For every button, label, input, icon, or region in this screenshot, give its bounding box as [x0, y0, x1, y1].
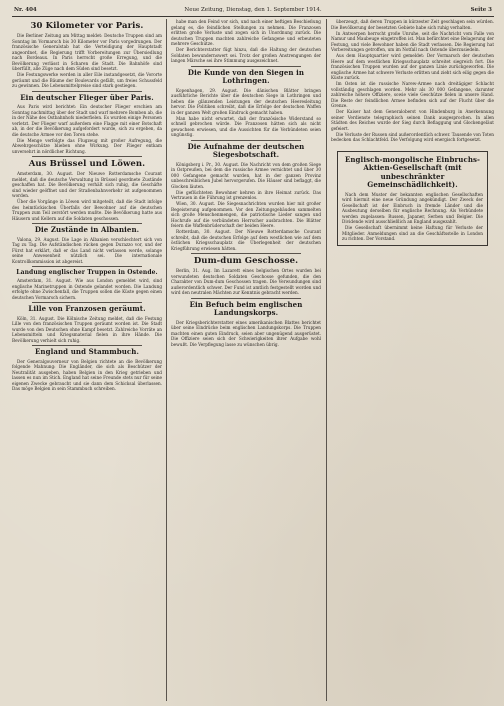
article-paragraph: Kopenhagen, 29. August. Die dänischen Blätter bringen ausführliche Berichte über die deutschen Siege in Lothringen und heben die glänzenden Leistungen der deutschen Heeresleitung hervor. Die Politiken schreibt, daß die Erfolge der deutschen Waffen in der ganzen Welt großen Eindruck gemacht haben. [171, 87, 321, 115]
column-3 [331, 19, 494, 701]
article-flieger [12, 104, 162, 154]
article-paragraph: habe man den Feind vor sich, und nach einer heftigen Beschießung gelang es, die feindlichen Stellungen zu nehmen. Die Franzosen erlitten große Verluste und zogen sich in Unordnung zurück. Die deutschen Truppen machten zahlreiche Gefangene und erbeuteten mehrere Geschütze. [171, 19, 321, 46]
article-kunde-siege [171, 88, 321, 138]
article-paragraph: Der Kriegsberichterstatter eines amerikanischen Blattes berichtet über seine Eindrücke beim englischen Landungskorps. Die Truppen machten einen guten Eindruck, seien aber ungenügend ausgerüstet. Die Offiziere seien sich der Schwierigkeiten ihrer Aufgabe wohl bewußt. Die Verpflegung lasse zu wünschen übrig. [171, 319, 321, 347]
article-paris [12, 33, 162, 89]
headline-lille: Lille von Franzosen geräumt. [28, 304, 146, 313]
article-paragraph: Der Kaiser hat dem Generaloberst von Hindenburg in Anerkennung seiner Verdienste telegraphisch seinen Dank ausgesprochen. In allen Städten des Reiches wurde der Sieg durch Beflaggung und Glockengeläut gefeiert. [331, 109, 494, 131]
headline-flieger: Ein deutscher Flieger über Paris. [20, 92, 154, 102]
article-paragraph: In Antwerpen herrscht große Unruhe, seit die Nachricht vom Falle von Namur und Maubeuge eingetroffen ist. Man befürchtet eine Belagerung der Festung, und viele Bewohner haben die Stadt verlassen. Die Regierung hat Vorbereitungen getroffen, um im Notfall nach Ostende überzusiedeln. [331, 30, 494, 52]
article-paragraph: Man habe nicht erwartet, daß der französische Widerstand so schnell gebrochen würde. Die Franzosen hätten sich als nicht gewachsen erwiesen, und die Aussichten für die Verbündeten seien ungünstig. [171, 115, 321, 137]
article-paragraph: Die Berliner Zeitung am Mittag meldet: Deutsche Truppen sind am Sonntag im Vormarsch bis 30 Kilometer vor Paris vorgedrungen. Der französische Generalstab hat die Verteidigung der Hauptstadt angeordnet, die Regierung trifft Vorbereitungen zur Übersiedlung nach Bordeaux. In Paris herrscht große Erregung, und die Bevölkerung verlässt in Scharen die Stadt. Die Bahnhöfe sind überfüllt, alle Züge nach dem Süden sind besetzt. [12, 33, 162, 71]
column-2 [171, 19, 321, 701]
headline-albanien: Die Zustände in Albanien. [34, 225, 140, 234]
article-paragraph: Amsterdam, 31. August. Wie aus London gemeldet wird, sind englische Marinetruppen in Ostende gelandet worden. Die Landung erfolgte ohne Zwischenfall, die Truppen sollen die Küste gegen einen deutschen Vormarsch sichern. [12, 278, 162, 300]
article-paragraph: Der Generalgouverneur von Belgien richtete an die Bevölkerung folgende Mahnung: Die Engländer, die sich als Beschützer der Neutralität ausgeben, haben Belgien in den Krieg getrieben und lassen es nun im Stich. England hat seine Freunde stets nur für seine eigenen Zwecke gebraucht und sie dann dem Schicksal überlassen. Das möge Belgien in sein Stammbuch schreiben. [12, 358, 162, 391]
article-dumdum [171, 268, 321, 296]
article-paragraph: Köln, 31. August. Die Kölnische Zeitung meldet, daß die Festung Lille von den französischen Truppen geräumt worden ist. Die Stadt wurde von den Deutschen ohne Kampf besetzt. Zahlreiche Vorräte an Lebensmitteln und Kriegsmaterial fielen in ihre Hände. Die Bevölkerung verhielt sich ruhig. [12, 315, 162, 343]
headline-paris: 30 Kilometer vor Paris. [30, 21, 144, 31]
article-separator [32, 223, 142, 224]
issue-number: Nr. 404 [14, 7, 37, 13]
article-paragraph: Die Menge verfolgte das Flugzeug mit großer Aufregung, die Abwehrgeschütze blieben ohne Wirkung. Der Flieger entkam unversehrt in nördlicher Richtung. [12, 137, 162, 154]
headline-ostende: Landung englischer Truppen in Ostende. [16, 269, 158, 276]
article-paragraph: Rotterdam, 30. August. Der Nieuwe Rotterdamsche Courant schreibt, daß die deutschen Erfolge auf dem westlichen wie auf dem östlichen Kriegsschauplatz die Überlegenheit der deutschen Kriegführung erwiesen hätten. [171, 229, 321, 251]
article-paragraph: Valona, 29. August. Die Lage in Albanien verschlechtert sich von Tag zu Tag. Die Aufständischen rücken gegen Durazzo vor, und der Fürst hat erklärt, daß er das Land nicht verlassen werde, solange seine Anwesenheit nützlich sei. Die internationale Kontrollkommission ist abgereist. [12, 236, 162, 264]
headline-england: England und Stammbuch. [34, 347, 140, 356]
article-separator [191, 140, 301, 141]
article-paragraph: Der Berichterstatter fügt hinzu, daß die Haltung der deutschen Soldaten bewundernswert sei. Trotz der großen Anstrengungen der langen Märsche sei ihre Stimmung ausgezeichnet. [171, 47, 321, 63]
article-separator [32, 345, 142, 346]
paper-date-line: Neue Zeitung, Dienstag, den 1. September 1914. [184, 7, 322, 13]
article-albanien [12, 237, 162, 265]
page-number: Seite 3 [470, 7, 492, 13]
article-paragraph: Aus dem Hauptquartier wird gemeldet: Der Vormarsch der deutschen Heere auf dem westlichen Kriegsschauplatz schreitet siegreich fort. Die französischen Truppen wurden auf der ganzen Linie zurückgeworfen. Die englische Armee hat schwere Verluste erlitten und zieht sich eilig gegen die Küste zurück. [331, 53, 494, 80]
headline-siegesbotschaft: Die Aufnahme der deutschen Siegesbotschaft. [187, 141, 305, 159]
article-paragraph: Amsterdam, 30. August. Der Nieuwe Rotterdamsche Courant meldet, daß die deutsche Verwaltung in Brüssel geordnete Zustände geschaffen hat. Die Bevölkerung verhält sich ruhig, die Geschäfte sind wieder geöffnet und der Straßenbahnverkehr ist aufgenommen worden. [12, 171, 162, 198]
column-1 [12, 19, 162, 701]
article-paragraph: Die Verluste der Russen sind außerordentlich schwer. Tausende von Toten bedecken das Schlachtfeld. Die Verfolgung wird energisch fortgesetzt. [331, 131, 494, 142]
article-paragraph: Wien, 30. August. Die Siegesnachrichten wurden hier mit großer Begeisterung aufgenommen. Vor den Zeitungsgebäuden sammelten sich große Menschenmengen, die patriotische Lieder sangen und Hochrufe auf die verbündeten Herrscher ausbrachten. Die Blätter feiern die Waffenbrüderschaft der beiden Heere. [171, 201, 321, 228]
advert-paragraph: Nach dem Muster der bekannten englischen Gesellschaften wird hiermit eine neue Gründung angekündigt. Der Zweck der Gesellschaft ist der Einbruch in fremde Länder und die Ausbeutung derselben für englische Rechnung. Als Verbündete werden zugelassen: Russen, Japaner, Serben und Belgier. Die Dividende wird ausschließlich an England ausgezahlt. [342, 191, 483, 224]
article-paragraph: Die Festungswerke werden in aller Eile instandgesetzt, die Vororte geräumt und die Bäume der Boulevards gefällt, um freies Schussfeld zu gewinnen. Die Lebensmittelpreise sind stark gestiegen. [12, 72, 162, 88]
article-paragraph: überzeugt, daß deren Truppen in kürzester Zeit geschlagen sein würden. Die Bevölkerung der besetzten Gebiete habe sich ruhig verhalten. [331, 19, 494, 30]
issue-date: Dienstag, den 1. September 1914. [226, 7, 322, 13]
paper-name: Neue Zeitung [184, 7, 223, 13]
article-ostende [12, 278, 162, 300]
article-continued [171, 19, 321, 64]
column-rule [166, 19, 167, 701]
advert-title: Englisch-mongolische Einbruchs-Aktien-Gesellschaft (mit unbeschränkter Gemeinschädlichkeit). [344, 154, 481, 189]
headline-kunde-siege: Die Kunde von den Siegen in Lothringen. [187, 67, 305, 85]
article-separator [32, 156, 142, 157]
article-paragraph: Aus Paris wird berichtet: Ein deutscher Flieger erschien am Sonntag nachmittag über der Stadt und warf mehrere Bomben ab, die in der Nähe des Ostbahnhofs niederfielen. Es wurden einige Personen verletzt. Der Flieger warf außerdem eine Flagge mit einer Botschaft ab, in der die Bevölkerung aufgefordert wurde, sich zu ergeben, da die deutsche Armee vor den Toren stehe. [12, 104, 162, 137]
headline-landungskorps: Ein Befuch beim englischen Landungskorps. [189, 299, 303, 317]
article-separator [191, 66, 301, 67]
headline-bruessel: Aus Brüssel und Löwen. [28, 159, 146, 169]
column-rule [326, 19, 327, 701]
article-landungskorps [171, 320, 321, 348]
masthead [12, 4, 494, 17]
article-paragraph: Königsberg i. Pr., 30. August. Die Nachricht von dem großen Siege in Ostpreußen, bei dem die russische Armee vernichtet und über 30 000 Gefangene gemacht wurden, hat in der ganzen Provinz unbeschreiblichen Jubel hervorgerufen. Die Häuser sind beflaggt, die Glocken läuten. [171, 161, 321, 189]
article-separator [32, 266, 142, 267]
article-paragraph: Über die Vorgänge in Löwen wird mitgeteilt, daß die Stadt infolge des heimtückischen Überfalls der Bewohner auf die deutschen Truppen zum Teil zerstört werden mußte. Die Bevölkerung hatte aus Häusern und Kellern auf die Soldaten geschossen. [12, 199, 162, 221]
article-england [12, 359, 162, 392]
article-lille [12, 316, 162, 344]
article-separator [32, 302, 142, 303]
article-bruessel [12, 171, 162, 221]
article-separator [191, 298, 301, 299]
article-continued [331, 19, 494, 143]
satirical-advert-box [337, 151, 488, 246]
article-paragraph: Im Osten ist die russische Narew-Armee nach dreitägiger Schlacht vollständig geschlagen worden. Mehr als 30 000 Gefangene, darunter zahlreiche höhere Offiziere, sowie viele Geschütze fielen in unsere Hand. Die Reste der feindlichen Armee befinden sich auf der Flucht über die Grenze. [331, 81, 494, 108]
article-paragraph: Die geflüchteten Bewohner kehren in ihre Heimat zurück. Das Vertrauen in die Führung ist grenzenlos. [171, 189, 321, 200]
advert-paragraph: Die Gesellschaft übernimmt keine Haftung für Verluste der Mitglieder. Anmeldungen sind an die Geschäftsstelle in London zu richten. Der Vorstand. [342, 225, 483, 241]
article-siegesbotschaft [171, 162, 321, 252]
article-separator [32, 91, 142, 92]
headline-dumdum: Dum-dum Geschosse. [193, 256, 299, 266]
article-paragraph: Berlin, 31. Aug. Im Lazarett eines belgischen Ortes wurden bei verwundeten deutschen Soldaten Geschosse gefunden, die den Charakter von Dum-dum Geschossen tragen. Die Verwundungen sind außerordentlich schwer. Der Fund ist amtlich festgestellt worden und wird den neutralen Mächten zur Kenntnis gebracht werden. [171, 268, 321, 295]
article-separator [191, 253, 301, 254]
